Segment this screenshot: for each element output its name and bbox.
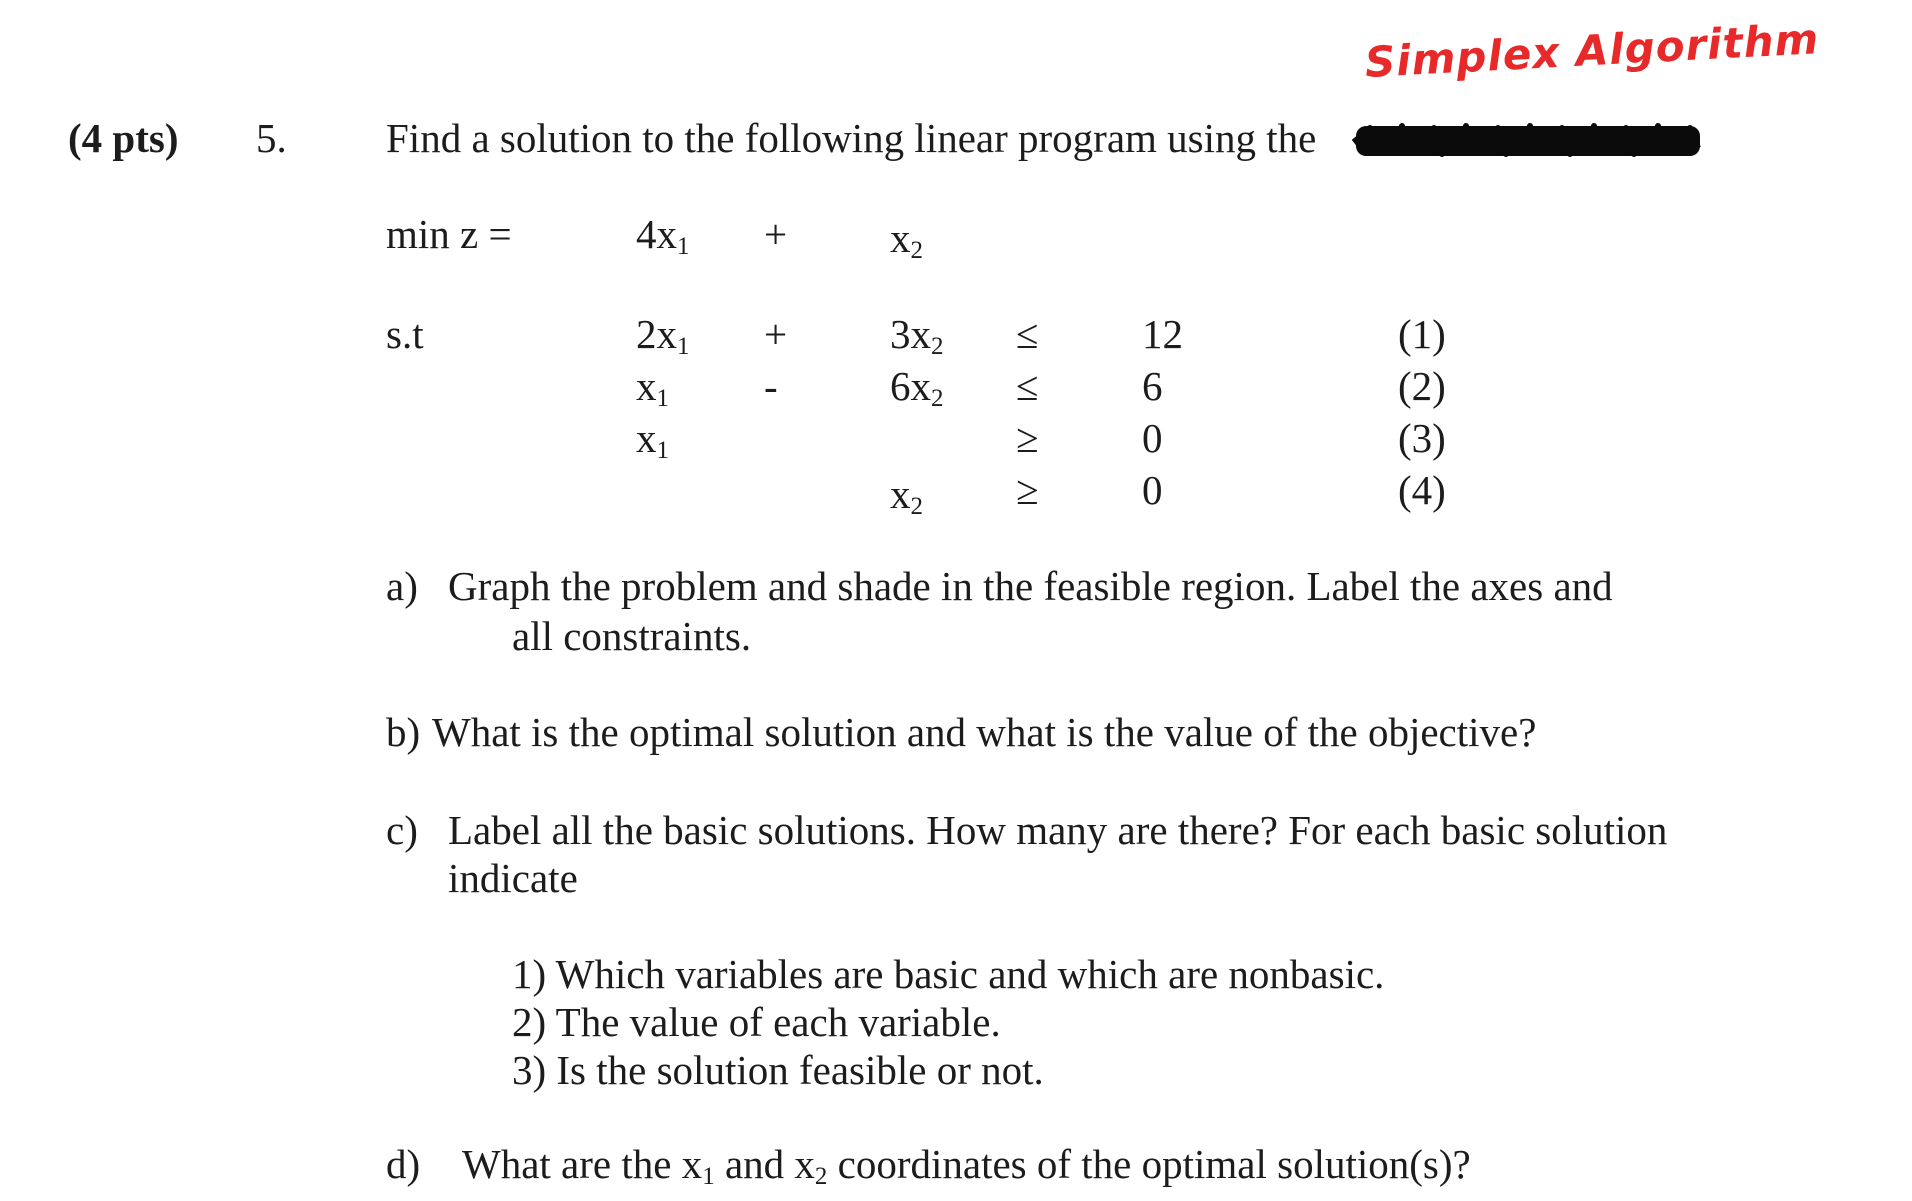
- constraint-3-number: (3): [1398, 415, 1446, 461]
- question-number: 5.: [256, 115, 287, 161]
- part-c-item-1: 1) Which variables are basic and which are nonbasic.: [512, 951, 1385, 997]
- points-label: (4 pts): [68, 115, 179, 161]
- part-a-label: a): [386, 563, 418, 609]
- constraint-1-operator: +: [764, 311, 788, 357]
- part-c-text-line-2: indicate: [448, 855, 578, 901]
- part-c-item-2: 2) The value of each variable.: [512, 999, 1001, 1045]
- objective-term-1: $4x_1$: [636, 211, 690, 260]
- objective-operator: +: [764, 211, 788, 257]
- constraint-1-relation: ≤: [1016, 311, 1039, 357]
- part-a-text-line-1: Graph the problem and shade in the feasible region. Label the axes and: [448, 563, 1613, 609]
- constraint-4-rhs: 0: [1142, 467, 1163, 513]
- part-a-text-line-2: all constraints.: [512, 613, 752, 659]
- constraint-3-relation: ≥: [1016, 415, 1039, 461]
- constraint-1-term-2: $3x_2$: [890, 311, 944, 360]
- constraint-2-rhs: 6: [1142, 363, 1163, 409]
- constraint-1-rhs: 12: [1142, 311, 1183, 357]
- constraints-label: s.t: [386, 311, 424, 357]
- constraint-1-number: (1): [1398, 311, 1446, 357]
- constraint-2-term-2: $6x_2$: [890, 363, 944, 412]
- objective-label: min z =: [386, 211, 512, 257]
- part-b-label: b): [386, 709, 421, 755]
- constraint-1-term-1: $2x_1$: [636, 311, 690, 360]
- constraint-3-term-1: $x_1$: [636, 415, 669, 464]
- constraint-2-operator: -: [764, 363, 778, 409]
- objective-term-2: $x_2$: [890, 215, 923, 264]
- question-prompt: Find a solution to the following linear program using the: [386, 115, 1317, 161]
- constraint-3-rhs: 0: [1142, 415, 1163, 461]
- constraint-4-term-2: $x_2$: [890, 471, 923, 520]
- part-c-item-3: 3) Is the solution feasible or not.: [512, 1047, 1044, 1093]
- constraint-2-relation: ≤: [1016, 363, 1039, 409]
- redaction-scribble: [1352, 118, 1704, 162]
- constraint-4-number: (4): [1398, 467, 1446, 513]
- part-b-text: What is the optimal solution and what is the value of the objective?: [432, 709, 1537, 755]
- constraint-2-term-1: $x_1$: [636, 363, 669, 412]
- part-c-label: c): [386, 807, 418, 853]
- part-c-text-line-1: Label all the basic solutions. How many are there? For each basic solution: [448, 807, 1668, 853]
- constraint-2-number: (2): [1398, 363, 1446, 409]
- handwritten-annotation: Simplex Algorithm: [1363, 14, 1821, 87]
- part-d-text: What are the $x_1$ and $x_2$ coordinates of the optimal solution(s)?: [462, 1141, 1471, 1190]
- constraint-4-relation: ≥: [1016, 467, 1039, 513]
- part-d-label: d): [386, 1141, 421, 1187]
